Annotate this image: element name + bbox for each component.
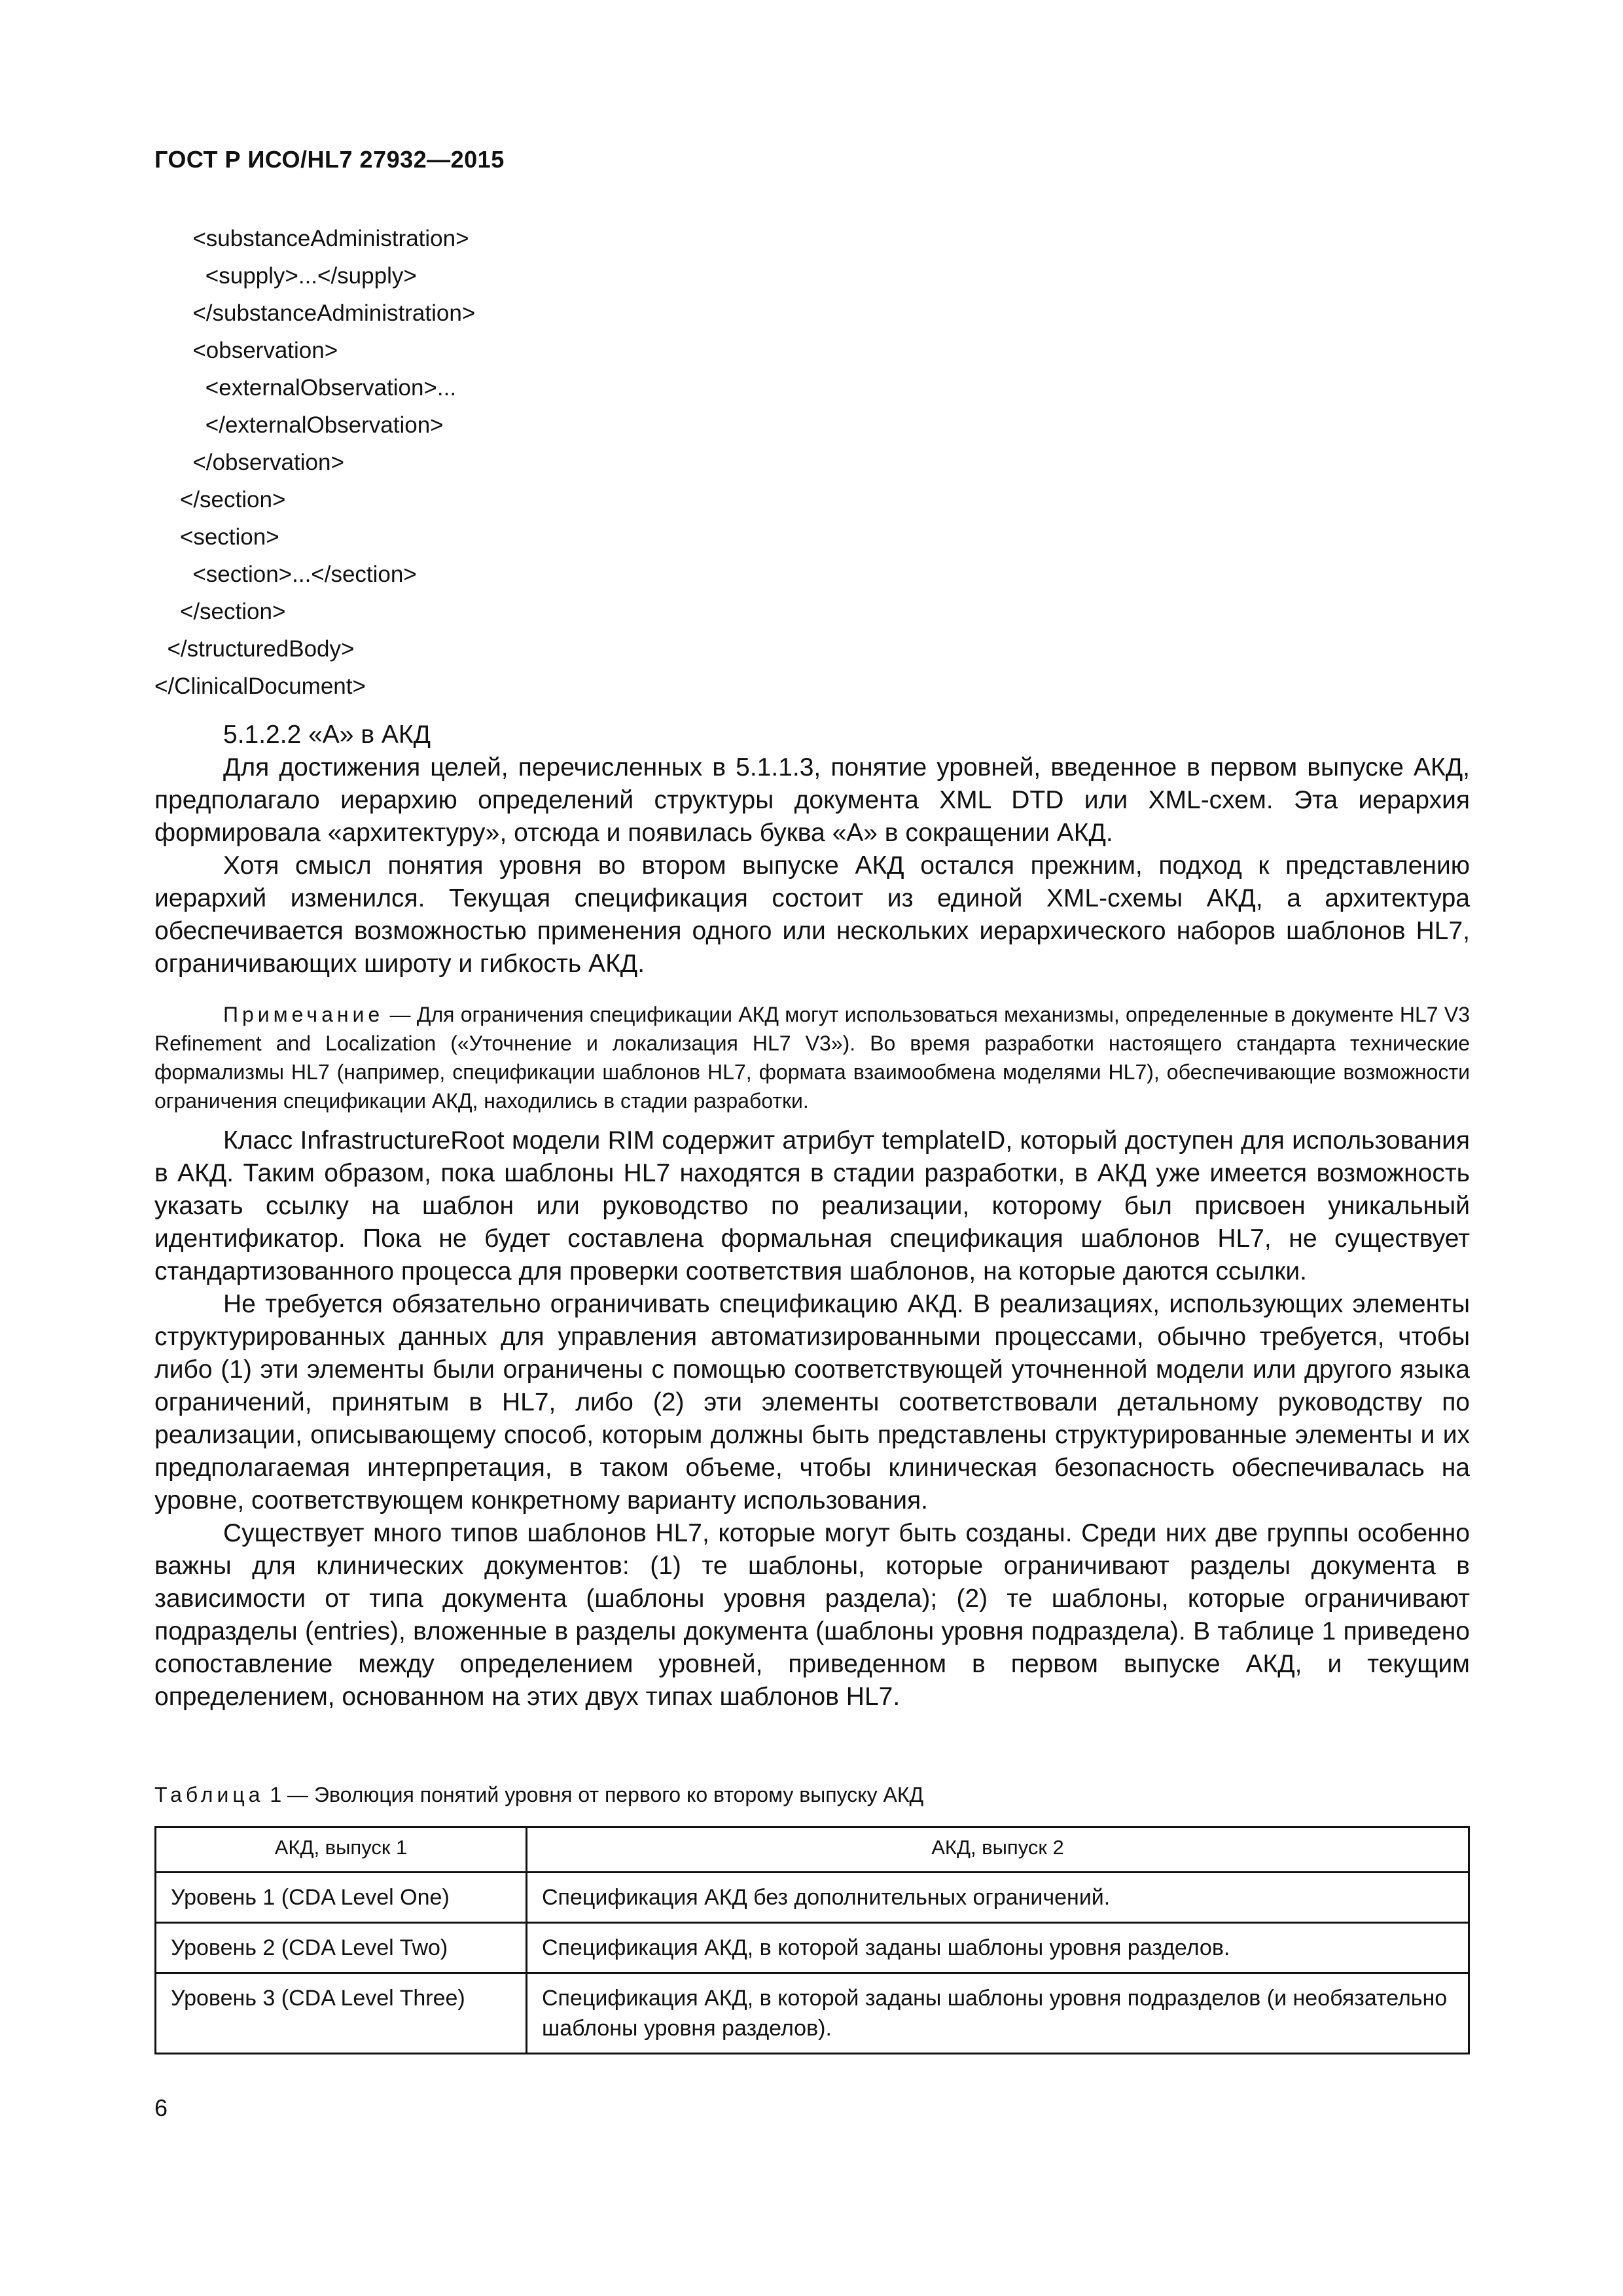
paragraphs-before-note [154,751,1470,980]
standard-header: ГОСТ Р ИСО/HL7 27932—2015 [154,146,505,173]
note-text: — Для ограничения спецификации АКД могут использоваться механизмы, определенные в документе HL7 V3 Refinement and Localization («Уточнение и локализация HL7 V3»). Во время разработки настоящего стандарта технические формализмы HL7 (например, спецификации шаблонов HL7, формата взаимообмена моделями HL7), обеспечивающие возможности ограничения спецификации АКД, находились в стадии разработки. [154,1003,1470,1113]
paragraph: Не требуется обязательно ограничивать спецификацию АКД. В реализациях, использующих элементы структурированных данных для управления автоматизированными процессами, обычно требуется, чтобы либо (1) эти элементы были ограничены с помощью соответствующей уточненной модели или другого языка ограничений, принятым в HL7, либо (2) эти элементы соответствовали детальному руководству по реализации, описывающему способ, которым должны быть представлены структурированные элементы и их предполагаемая интерпретация, в таком объеме, чтобы клиническая безопасность обеспечивалась на уровне, соответствующем конкретному варианту использования. [154,1290,1470,1515]
levels-table [154,1826,1470,2054]
code-line: </section> [154,599,286,624]
code-line: <section> [154,524,279,550]
note [154,1000,1470,1115]
code-line: </substanceAdministration> [154,300,476,326]
table-cell: Уровень 1 (CDA Level One) [156,1873,527,1923]
code-line: </ClinicalDocument> [154,673,366,699]
paragraph: Хотя смысл понятия уровня во втором выпуске АКД остался прежним, подход к представлению иерархий изменился. Текущая спецификация состоит из единой XML-схемы АКД, а архитектура обеспечивается возможностью применения одного или нескольких иерархического наборов шаблонов HL7, ограничивающих широту и гибкость АКД. [154,852,1470,978]
table-header-row [156,1827,1469,1873]
code-line: </observation> [154,450,344,475]
code-line: </externalObservation> [154,412,444,438]
column-header: АКД, выпуск 2 [527,1827,1469,1873]
code-line: <observation> [154,338,338,363]
table-cell: Спецификация АКД без дополнительных ограничений. [527,1873,1469,1923]
code-line: <substanceAdministration> [154,226,469,251]
code-line: <supply>...</supply> [154,263,417,289]
paragraph: Для достижения целей, перечисленных в 5.1.1.3, понятие уровней, введенное в первом выпуске АКД, предполагало иерархию определений структуры документа XML DTD или XML-схем. Эта иерархия формировала «архитектуру», отсюда и появилась буква «А» в сокращении АКД. [154,753,1470,847]
table-caption [154,1780,923,1809]
table-caption-label: Таблица [154,1783,264,1806]
note-label: Примечание [223,1003,384,1026]
page-number: 6 [154,2094,168,2121]
code-line: </section> [154,487,286,512]
table-row [156,1923,1469,1973]
table-caption-text: 1 — Эволюция понятий уровня от первого ко второму выпуску АКД [264,1783,924,1806]
table-cell: Спецификация АКД, в которой заданы шаблоны уровня подразделов (и необязательно шаблоны уровня разделов). [527,1973,1469,2054]
code-line: </structuredBody> [154,636,355,662]
table-row [156,1873,1469,1923]
column-header: АКД, выпуск 1 [156,1827,527,1873]
code-line: <section>...</section> [154,562,417,587]
table-row [156,1973,1469,2054]
xml-code-block [154,220,475,705]
code-line: <externalObservation>... [154,375,457,401]
table-cell: Уровень 2 (CDA Level Two) [156,1923,527,1973]
paragraph: Существует много типов шаблонов HL7, которые могут быть созданы. Среди них две группы особенно важны для клинических документов: (1) те шаблоны, которые ограничивают разделы документа в зависимости от типа документа (шаблоны уровня раздела); (2) те шаблоны, которые ограничивают подразделы (entries), вложенные в разделы документа (шаблоны уровня подраздела). В таблице 1 приведено сопоставление между определением уровней, приведенном в первом выпуске АКД, и текущим определением, основанном на этих двух типах шаблонов HL7. [154,1519,1470,1711]
table-cell: Уровень 3 (CDA Level Three) [156,1973,527,2054]
section-heading: 5.1.2.2 «А» в АКД [223,721,431,749]
paragraph: Класс InfrastructureRoot модели RIM содержит атрибут templateID, который доступен для использования в АКД. Таким образом, пока шаблоны HL7 находятся в стадии разработки, в АКД уже имеется возможность указать ссылку на шаблон или руководство по реализации, которому был присвоен уникальный идентификатор. Пока не будет составлена формальная спецификация шаблонов HL7, не существует стандартизованного процесса для проверки соответствия шаблонов, на которые даются ссылки. [154,1126,1470,1285]
table-cell: Спецификация АКД, в которой заданы шаблоны уровня разделов. [527,1923,1469,1973]
paragraphs-after-note [154,1124,1470,1713]
